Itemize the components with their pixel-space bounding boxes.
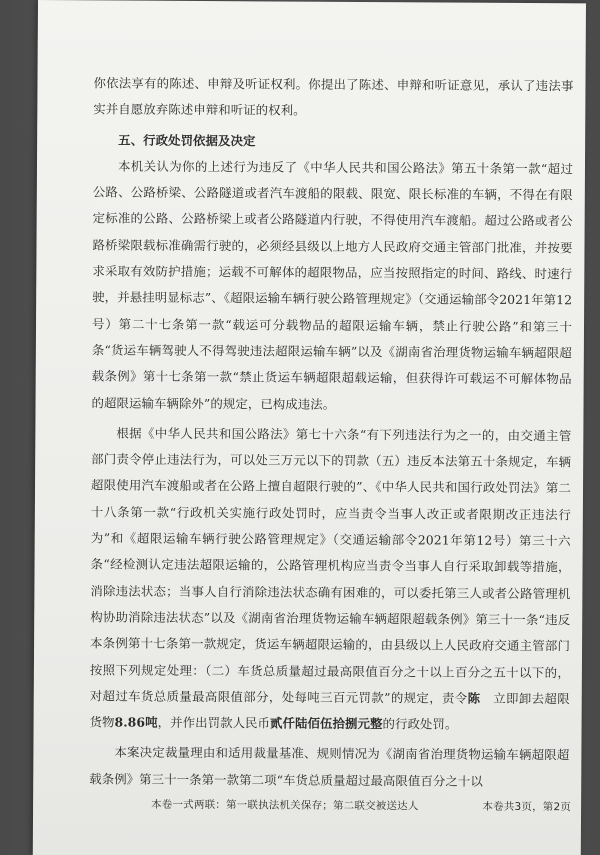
paragraph-penalty-basis: [90, 420, 572, 738]
fine-amount: 贰仟陆佰伍拾捌元整: [270, 715, 383, 732]
document-body: [89, 70, 573, 795]
penalty-basis-text-3: ，并作出罚款人民币: [157, 714, 271, 731]
page-footer: [151, 797, 571, 815]
footer-page-number: 本卷共3页，第2页: [482, 800, 572, 814]
penalty-basis-text-4: 的行政处罚。: [382, 716, 458, 732]
document-page: [33, 0, 586, 855]
party-name: 陈: [467, 690, 481, 706]
paragraph-discretion: 本案决定裁量理由和适用裁量基准、规则情况为《湖南省治理货物运输车辆超限超载条例》第三十一条第一款第二项“车货总质量超过最高限值百分之十以: [89, 744, 570, 789]
section-heading: 五、行政处罚依据及决定: [118, 132, 256, 148]
overload-weight: 8.86吨: [114, 714, 158, 730]
footer-copies-note: 本卷一式两联：第一联执法机关保存；第二联交被送达人: [151, 798, 419, 813]
penalty-basis-text-2: 立即卸去超限货物: [89, 690, 570, 730]
paragraph-intro: 你依法享有的陈述、申辩及听证权利。你提出了陈述、申辩和听证意见，承认了违法事实并自愿放弃陈述申辩和听证的权利。: [93, 75, 574, 118]
paragraph-violation: 本机关认为你的上述行为违反了《中华人民共和国公路法》第五十条第一款“超过公路、公路桥梁、公路隧道或者汽车渡船的限载、限宽、限长标准的车辆，不得在有限定标准的公路、公路桥梁上或者公路隧道内行驶，不得使用汽车渡船。超过公路或者公路桥梁限载标准确需行驶的，必须经县级以上地方人民政府交通主管部门批准，并按要求采取有效防护措施；运载不可解体的超限物品，应当按照指定的时间、路线、时速行驶，并悬挂明显标志”、《超限运输车辆行驶公路管理规定》（交通运输部令2021年第12号）第二十七条第一款“载运可分载物品的超限运输车辆，禁止行驶公路”和第三十条“货运车辆驾驶人不得驾驶违法超限运输车辆”以及《湖南省治理货物运输车辆超限超载条例》第十七条第一款“禁止货运车辆超限超载运输，但获得许可载运不可解体物品的超限运输车辆除外”的规定，已构成违法。: [91, 158, 574, 412]
penalty-basis-text: 根据《中华人民共和国公路法》第七十六条“有下列违法行为之一的，由交通主管部门责令停止违法行为，可以处三万元以下的罚款（五）违反本法第五十条规定，车辆超限使用汽车渡船或者在公路上擅自超限行驶的”、《中华人民共和国行政处罚法》第二十八条第一款“行政机关实施行政处罚时，应当责令当事人改正或者限期改正违法行为”和《超限运输车辆行驶公路管理规定》（交通运输部令2021年第12号）第三十六条“经检测认定违法超限运输的，公路管理机构应当责令当事人自行采取卸载等措施，消除违法状态；当事人自行消除违法状态确有困难的，可以委托第三人或者公路管理机构协助消除违法状态”以及《湖南省治理货物运输车辆超限超载条例》第三十一条“违反本条例第十七条第一款规定，货运车辆超限运输的，由县级以上人民政府交通主管部门按照下列规定处理：（二）车货总质量超过最高限值百分之十以上百分之五十以下的，对超过车货总质量最高限值部分，处每吨三百元罚款”的规定，责令: [89, 425, 572, 706]
